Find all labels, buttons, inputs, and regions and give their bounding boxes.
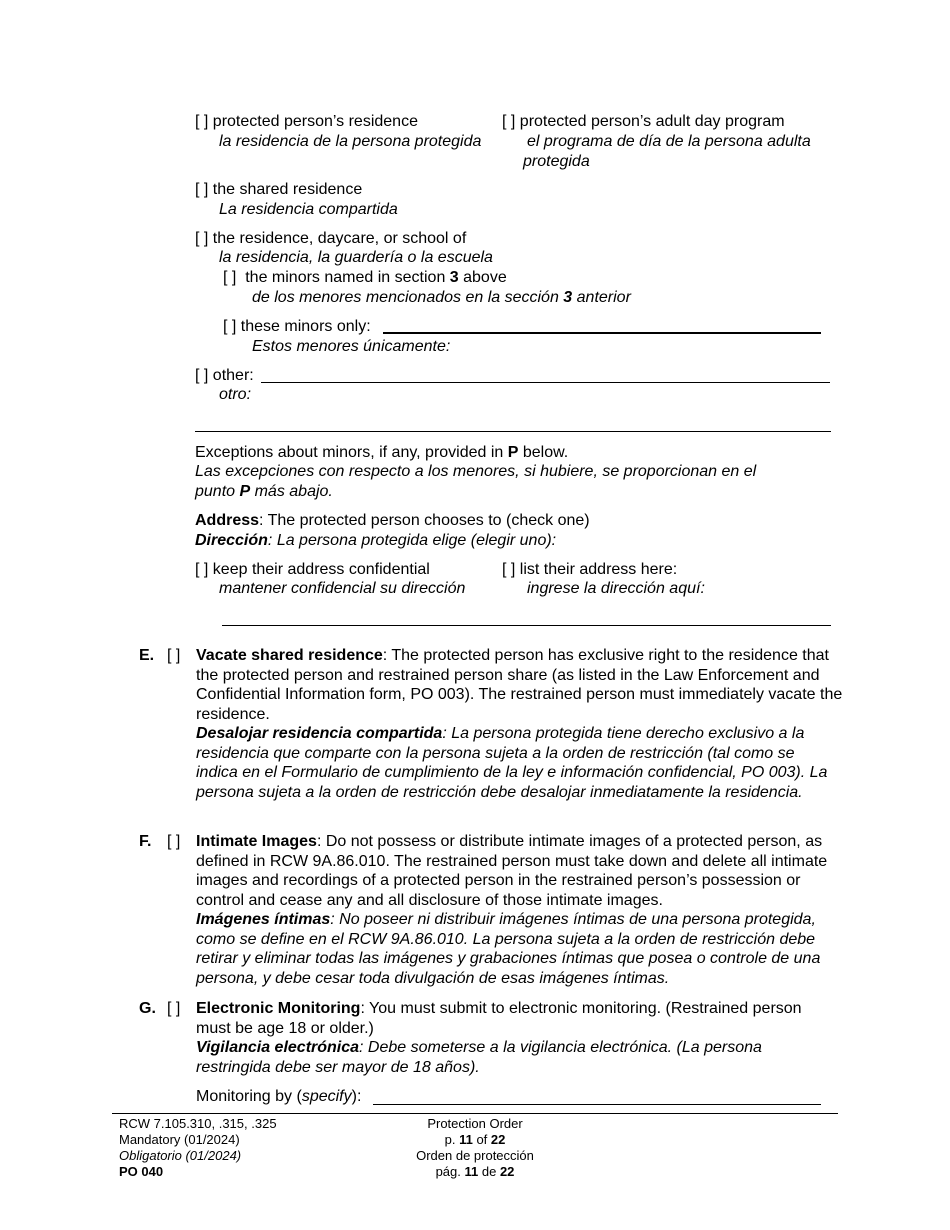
footer-left <box>119 1116 277 1180</box>
exceptions-pre: Exceptions about minors, if any, provided in <box>195 444 508 461</box>
footer-mandatory-es: Obligatorio (01/2024) <box>119 1148 242 1163</box>
address-text: : The protected person chooses to (check one) <box>259 512 590 529</box>
minors-only-label-es: Estos menores únicamente: <box>252 338 451 355</box>
adult-day-label-es-2: protegida <box>523 153 590 170</box>
other-input-line-2[interactable] <box>195 431 831 432</box>
footer-page-es <box>370 1164 580 1180</box>
section-e-title: Vacate shared residence <box>196 647 383 664</box>
exceptions-es-1: Las excepciones con respecto a los menores, si hubiere, se proporcionan en el <box>195 463 757 480</box>
footer-page-of: of <box>472 1132 491 1147</box>
section-e-en <box>196 646 846 724</box>
checkbox-residence[interactable]: [ ] <box>195 113 209 130</box>
section-f-title: Intimate Images <box>196 833 317 850</box>
option-other <box>195 366 254 386</box>
section-f-title-es: Imágenes íntimas <box>196 911 331 928</box>
address-label-es: Dirección <box>195 532 268 549</box>
adult-day-label: protected person’s adult day program <box>519 113 785 130</box>
shared-label-es: La residencia compartida <box>219 201 398 218</box>
footer-page-total: 22 <box>490 1132 506 1147</box>
school-label-es: la residencia, la guardería o la escuela <box>219 249 493 266</box>
address-label: Address <box>195 512 260 529</box>
section-g-es <box>196 1038 826 1077</box>
section-f-es <box>196 910 846 988</box>
checkbox-shared[interactable]: [ ] <box>195 181 209 198</box>
footer-title-es: Orden de protección <box>416 1148 534 1163</box>
exceptions-letter: P <box>507 444 519 461</box>
exceptions-post: below. <box>518 444 569 461</box>
confidential-label-es: mantener confidencial su dirección <box>219 580 466 597</box>
footer-page-total-es: 22 <box>499 1164 515 1179</box>
section-f-en <box>196 832 846 910</box>
section-f-letter: F. <box>139 833 152 850</box>
checkbox-minors-named[interactable]: [ ] <box>223 269 237 286</box>
section-f-text-es: : No poseer ni distribuir imágenes íntimas de una persona protegida, como se define en el RCW 9A.86.010. La persona sujeta a la orden de restricción debe retirar y eliminar todas las imágenes y grabaciones íntimas que posea o controle de una persona, y debe cesar toda divulgación de esas imágenes íntimas. <box>196 911 821 987</box>
footer-page <box>370 1132 580 1148</box>
minors-named-es-pre: de los menores mencionados en la sección <box>252 289 564 306</box>
checkbox-list-address[interactable]: [ ] <box>502 561 516 578</box>
minors-only-label: these minors only: <box>240 318 371 335</box>
section-f-text: : Do not possess or distribute intimate images of a protected person, as defined in RCW 9A.86.010. The restrained person must take down and delete all intimate images and recordings of a protected person in the restrained person’s possession or control and cease any and all disclosure of those intimate images. <box>196 833 828 909</box>
residence-label-es: la residencia de la persona protegida <box>219 133 482 150</box>
exceptions-es-2 <box>195 482 333 502</box>
footer-title: Protection Order <box>427 1116 523 1131</box>
option-minors-only <box>223 317 371 337</box>
section-g-title-es: Vigilancia electrónica <box>196 1039 360 1056</box>
footer-rcw: RCW 7.105.310, .315, .325 <box>119 1116 277 1131</box>
confidential-label: keep their address confidential <box>212 561 430 578</box>
address-heading-es <box>195 531 556 551</box>
address-text-es: : La persona protegida elige (elegir uno): <box>267 532 557 549</box>
address-heading <box>195 511 590 531</box>
section-g-title: Electronic Monitoring <box>196 1000 361 1017</box>
minors-named-post: above <box>458 269 507 286</box>
option-adult-day <box>502 112 785 132</box>
minors-named-section: 3 <box>449 269 459 286</box>
footer-mandatory: Mandatory (01/2024) <box>119 1132 240 1147</box>
option-minors-named <box>223 268 507 288</box>
section-e-text-es: : La persona protegida tiene derecho exclusivo a la residencia que comparte con la persona sujeta a la orden de restricción (tal como se indica en el Formulario de cumplimiento de la ley e información confidencial, PO 003). La persona sujeta a la orden de restricción debe desalojar inmediatamente la residencia. <box>196 725 828 801</box>
monitoring-label <box>196 1087 361 1107</box>
exceptions-es-letter: P <box>239 483 251 500</box>
exceptions-es-pre: punto <box>195 483 240 500</box>
section-g-letter: G. <box>139 1000 156 1017</box>
checkbox-confidential[interactable]: [ ] <box>195 561 209 578</box>
minors-only-input[interactable] <box>383 332 821 334</box>
footer-center <box>370 1116 580 1180</box>
school-label: the residence, daycare, or school of <box>212 230 467 247</box>
option-residence <box>195 112 418 132</box>
section-f-body <box>196 832 846 988</box>
address-input[interactable] <box>222 625 831 626</box>
footer-page-num: 11 <box>459 1132 473 1147</box>
monitoring-post: ): <box>351 1088 362 1105</box>
monitoring-input[interactable] <box>373 1104 821 1105</box>
minors-named-es-section: 3 <box>563 289 573 306</box>
list-address-label-es: ingrese la dirección aquí: <box>527 580 705 597</box>
section-g-text-es: : Debe someterse a la vigilancia electrónica. (La persona restringida debe ser mayor de 18 años). <box>196 1039 762 1076</box>
section-g-body <box>196 999 826 1077</box>
other-input[interactable] <box>261 382 830 383</box>
minors-named-pre: the minors named in section <box>245 269 450 286</box>
section-e-text: : The protected person has exclusive right to the residence that the protected person and restrained person share (as listed in the Law Enforcement and Confidential Information form, PO 003). The restrained person must immediately vacate the residence. <box>196 647 843 723</box>
footer-form-number: PO 040 <box>119 1164 164 1179</box>
list-address-label: list their address here: <box>519 561 678 578</box>
footer-page-pre: p. <box>444 1132 460 1147</box>
section-e-letter: E. <box>139 647 155 664</box>
checkbox-other[interactable]: [ ] <box>195 367 209 384</box>
footer-rule <box>112 1113 838 1114</box>
section-e-title-es: Desalojar residencia compartida <box>196 725 443 742</box>
footer-page-pre-es: pág. <box>435 1164 465 1179</box>
footer-page-num-es: 11 <box>464 1164 479 1179</box>
checkbox-adult-day[interactable]: [ ] <box>502 113 516 130</box>
section-e-es <box>196 724 836 802</box>
section-e-body <box>196 646 846 802</box>
section-g-text: : You must submit to electronic monitoring. (Restrained person must be age 18 or older.) <box>196 1000 802 1037</box>
minors-named-es <box>252 288 631 308</box>
monitoring-pre: Monitoring by ( <box>196 1088 302 1105</box>
monitoring-specify: specify <box>301 1088 352 1105</box>
adult-day-label-es-1: el programa de día de la persona adulta <box>527 133 811 150</box>
checkbox-section-e[interactable]: [ ] <box>167 647 181 664</box>
residence-label: protected person’s residence <box>212 113 418 130</box>
option-list-address <box>502 560 677 580</box>
exceptions-text <box>195 443 568 463</box>
option-confidential <box>195 560 430 580</box>
other-label-es: otro: <box>219 386 252 403</box>
option-shared <box>195 180 362 200</box>
checkbox-minors-only[interactable]: [ ] <box>223 318 237 335</box>
minors-named-es-post: anterior <box>572 289 631 306</box>
option-school <box>195 229 466 249</box>
checkbox-section-g[interactable]: [ ] <box>167 1000 181 1017</box>
footer-page-of-es: de <box>478 1164 500 1179</box>
shared-label: the shared residence <box>212 181 363 198</box>
checkbox-school[interactable]: [ ] <box>195 230 209 247</box>
section-g-en <box>196 999 826 1038</box>
checkbox-section-f[interactable]: [ ] <box>167 833 181 850</box>
other-label: other: <box>212 367 254 384</box>
exceptions-es-post: más abajo. <box>250 483 333 500</box>
